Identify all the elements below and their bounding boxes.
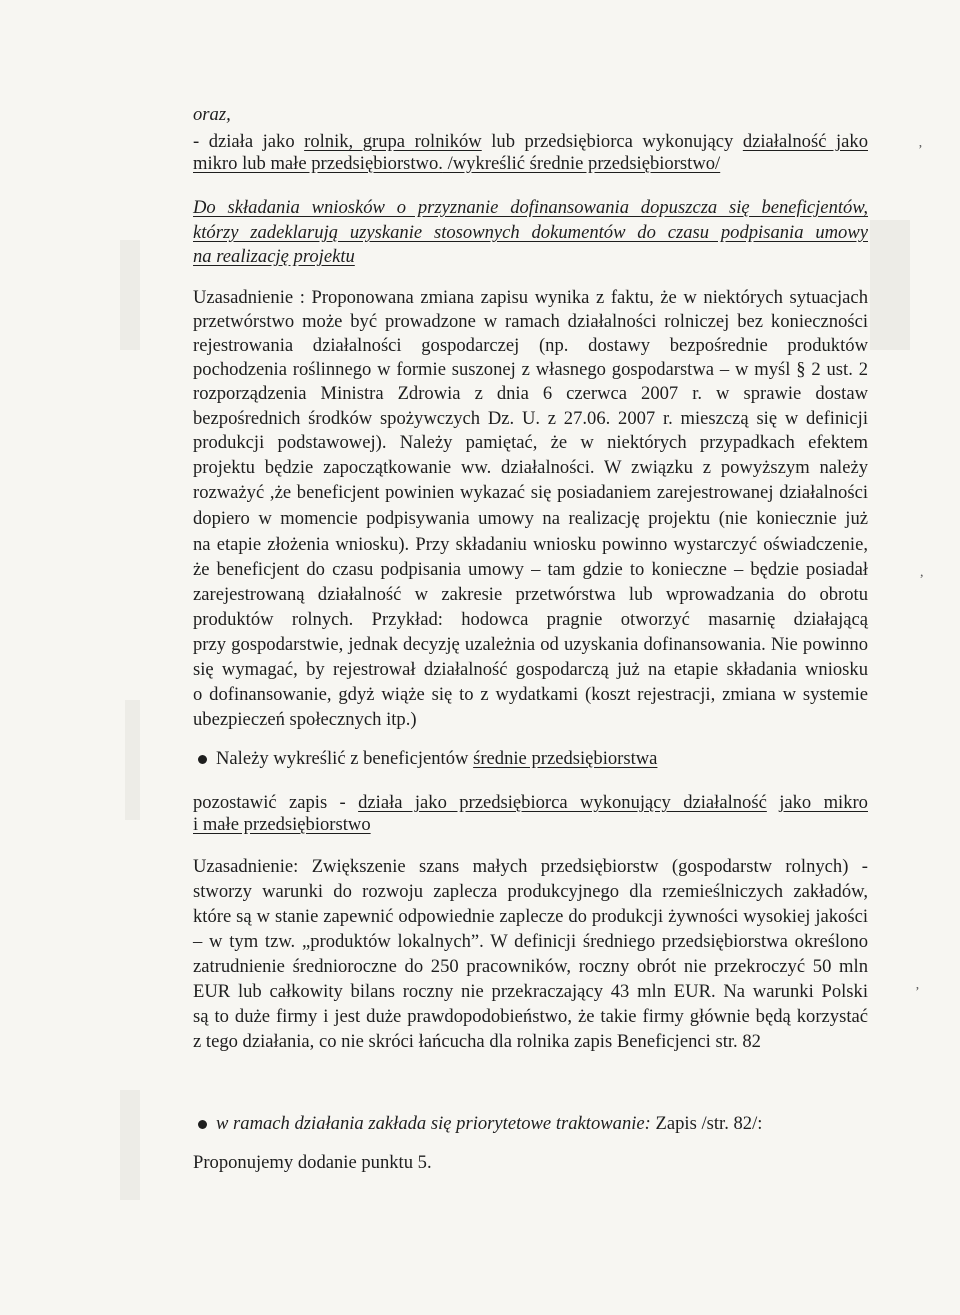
closing-line: Proponujemy dodanie punktu 5. (193, 1152, 432, 1173)
paragraph-line: rozważyć ,że beneficjent powinien wykazać się posiadaniem zarejestrowanej działalności (193, 482, 868, 503)
paragraph-line: bezpośrednich środków spożywczych Dz. U. z 27.06. 2007 r. mieszczą się w definicji (193, 408, 868, 429)
bullet-2-rest: Zapis /str. 82/: (650, 1113, 763, 1134)
paragraph-line: projektu będzie zapoczątkowanie ww. działalności. W związku z powyższym należy (193, 457, 868, 478)
paragraph-line: Uzasadnienie: Zwiększenie szans małych przedsiębiorstw (gospodarstw rolnych) - (193, 856, 868, 877)
paragraph-line: rejestrowania działalności gospodarczej (np. dostawy bezpośrednie produktów (193, 335, 868, 356)
show-through-shadow (870, 220, 910, 350)
show-through-shadow (120, 240, 140, 350)
paragraph-line: rozporządzenia Ministra Zdrowia z dnia 6 czerwca 2007 r. w sprawie dostaw (193, 383, 868, 404)
acts-as-mid: lub przedsiębiorca wykonujący (481, 131, 743, 152)
paragraph-line: o dofinansowanie, gdyż wiąże się to z wydatkami (koszt rejestracji, zmiana w systemie (193, 684, 868, 705)
remaining-prefix: pozostawić zapis - (193, 792, 359, 813)
paragraph-line: dopiero w momencie podpisywania umowy na realizację projektu (nie koniecznie już (193, 508, 868, 529)
paragraph-line: są to duże firmy i jest duże prawdopodobieństwo, że takie firmy głównie będą korzystać (193, 1006, 868, 1027)
paragraph-line: ubezpieczeń społecznych itp.) (193, 709, 417, 730)
paragraph-line: zarejestrowaną działalność w zakresie przetwórstwa lub wprowadzania do obrotu (193, 584, 868, 605)
acts-as-prefix: - działa jako (193, 131, 305, 152)
strike-medium-note: /wykreślić średnie przedsiębiorstwo/ (442, 153, 721, 174)
bullet-1-prefix: Należy wykreślić z beneficjentów (216, 748, 474, 769)
paragraph-line: produkcji podstawowej). Należy pamiętać, że w niektórych przypadkach efektem (193, 432, 868, 453)
bullet-dot (198, 755, 207, 764)
remaining-acts-as: działa jako przedsiębiorca wykonujący działalność (358, 792, 767, 813)
paragraph-line: pochodzenia roślinnego w formie suszonej z własnego gospodarstwa – w myśl § 2 ust. 2 (193, 359, 868, 380)
remaining-micro: jako mikro (779, 792, 868, 813)
scan-speck: ’ (915, 985, 920, 1000)
paragraph-line: produktów rolnych. Przykład: hodowca pragnie otworzyć masarnię działającą (193, 609, 868, 630)
bullet-2-text (216, 1111, 868, 1136)
paragraph-line: EUR lub całkowity bilans roczny nie przekraczający 43 mln EUR. Na warunki Polski (193, 981, 868, 1002)
paragraph-line: na etapie złożenia wniosku). Przy składaniu wniosku powinno wystarczyć oświadczenie, (193, 534, 868, 555)
note-line-1: Do składania wniosków o przyznanie dofinansowania dopuszcza się beneficjentów, (193, 197, 868, 218)
note-line-2: którzy zadeklarują uzyskanie stosownych dokumentów do czasu podpisania umowy (193, 222, 868, 243)
paragraph-line: które są w stanie zapewnić odpowiednie zaplecze do produkcji żywności wysokiej jakości (193, 906, 868, 927)
bullet-dot (198, 1120, 207, 1129)
remaining-entry-line-2: i małe przedsiębiorstwo (193, 814, 371, 835)
paragraph-line: zatrudnienie średnioroczne do 250 pracowników, roczny obrót nie przekroczyć 50 mln (193, 956, 868, 977)
show-through-shadow (120, 1090, 140, 1200)
paragraph-line: się wymagać, by rejestrował działalność gospodarczą już na etapie składania wniosku (193, 659, 868, 680)
scan-speck: ’ (918, 143, 923, 158)
acts-as-activity: działalność jako (742, 131, 868, 152)
paragraph-line: z tego działania, co nie skróci łańcucha dla rolnika zapis Beneficjenci str. 82 (193, 1031, 761, 1052)
bullet-1-text (216, 746, 868, 771)
micro-small-enterprise: mikro lub małe przedsiębiorstwo. (193, 153, 443, 174)
paragraph-line: przy gospodarstwie, jednak decyzję uzależnia od uzyskania dofinansowania. Nie powinno (193, 634, 868, 655)
paragraph-line: stworzy warunki do rozwoju zaplecza produkcyjnego dla rzemieślniczych zakładów, (193, 881, 868, 902)
remaining-gap (767, 792, 779, 813)
note-line-3: na realizację projektu (193, 246, 355, 267)
paragraph-line: że beneficjent do czasu podpisania umowy – tam gdzie to konieczne – będzie posiadał (193, 559, 868, 580)
scan-speck: , (920, 565, 924, 580)
bullet-2-italic: w ramach działania zakłada się priorytetowe traktowanie: (216, 1113, 651, 1134)
acts-as-farmer: rolnik, grupa rolników (304, 131, 482, 152)
show-through-shadow (125, 700, 140, 820)
paragraph-line: Uzasadnienie : Proponowana zmiana zapisu wynika z faktu, że w niektórych sytuacjach (193, 287, 868, 308)
paragraph-line: przetwórstwo może być prowadzone w ramach działalności rolniczej bez konieczności (193, 311, 868, 332)
paragraph-line: – w tym tzw. „produktów lokalnych”. W definicji średniego przedsiębiorstwa określono (193, 931, 868, 952)
oraz-line: oraz, (193, 104, 231, 125)
acts-as-line-2 (193, 151, 868, 176)
bullet-1-medium-enterprises: średnie przedsiębiorstwa (473, 748, 658, 769)
